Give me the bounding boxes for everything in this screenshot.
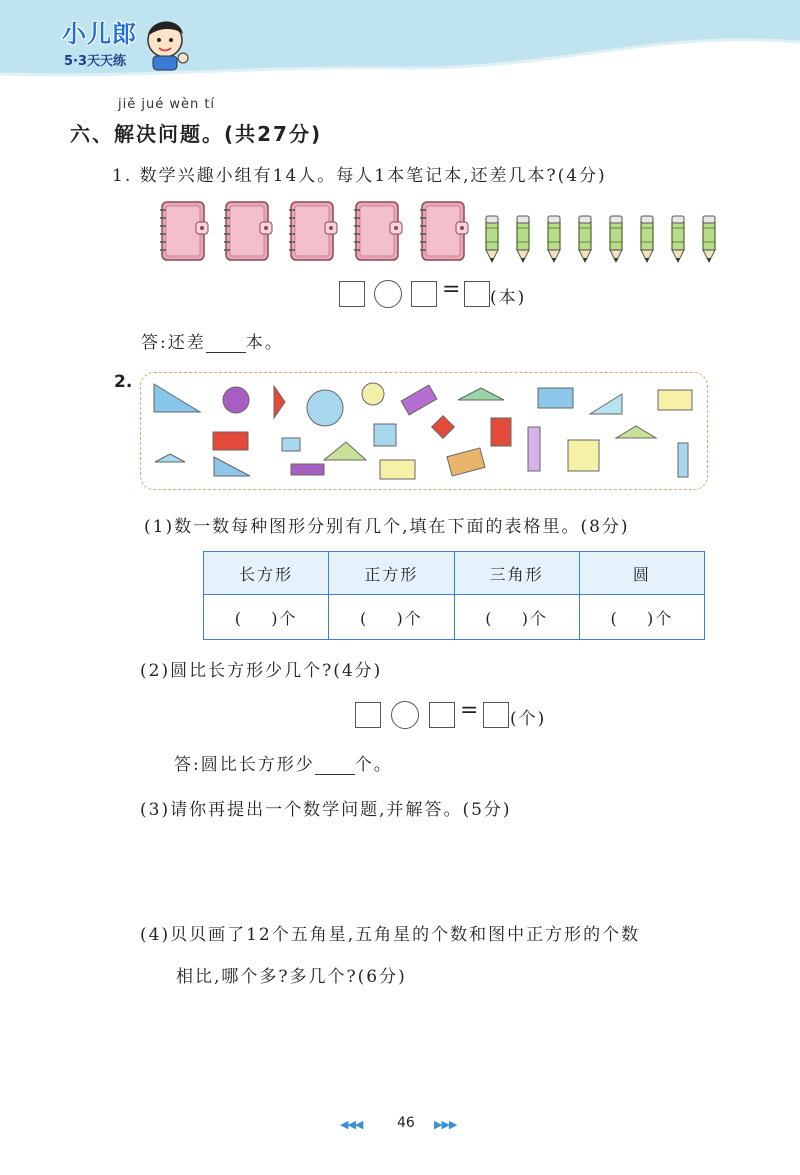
triangle-shape [155,454,185,462]
rectangle-shape [401,385,437,415]
pencil-icon [641,216,653,262]
section-pinyin: jiě jué wèn tí [118,97,216,112]
q1-equals: = [442,277,461,302]
pencil-icon [610,216,622,262]
table-cell-triangle-count[interactable]: ( )个 [454,595,579,640]
q2-answer-blank[interactable] [315,756,355,775]
table-header-circle: 圆 [579,552,704,595]
q2-unit: (个) [510,709,547,729]
page-number: 46 [397,1115,415,1131]
notebook-icon [224,202,272,260]
q1-answer-suffix: 本。 [245,333,284,353]
triangle-shape [154,384,200,412]
shape-count-table [203,551,705,640]
circle-shape [223,387,249,413]
q2-number: 2. [114,372,133,392]
q2-answer-box-2[interactable] [429,702,455,728]
pencil-icon [703,216,715,262]
table-cell-circle-count[interactable]: ( )个 [579,595,704,640]
notebook-icon [420,202,468,260]
triangle-shape [590,394,622,414]
q1-question: 数学兴趣小组有14人。每人1本笔记本,还差几本?(4分) [139,166,607,186]
section-title: 六、解决问题。(共27分) [70,122,323,146]
q2-answer-suffix: 个。 [354,755,393,775]
notebook-icon [354,202,402,260]
logo-title: 小儿郎 [62,20,137,48]
q1-answer-box-1[interactable] [339,281,365,307]
pencil-icon [579,216,591,262]
q2-p2-text: (2)圆比长方形少几个?(4分) [140,661,383,681]
next-page-arrows-icon[interactable]: ▶▶▶ [434,1118,457,1131]
table-header-triangle: 三角形 [454,552,579,595]
q2-equals: = [460,698,479,723]
q1-answer-blank[interactable] [206,334,246,353]
q2-answer-prefix: 答:圆比长方形少 [174,755,315,775]
pencil-icon [672,216,684,262]
q1-answer-line [141,328,284,353]
q2-p4-line1: (4)贝贝画了12个五角星,五角星的个数和图中正方形的个数 [140,925,641,945]
square-shape [432,416,455,439]
triangle-shape [324,442,366,460]
table-cell-rectangle-count[interactable]: ( )个 [204,595,329,640]
square-shape [282,438,300,451]
q2-p3-text: (3)请你再提出一个数学问题,并解答。(5分) [140,800,512,820]
q1-answer-prefix: 答:还差 [141,333,206,353]
pencil-icon [517,216,529,262]
notebook-icon [289,202,337,260]
triangle-shape [458,388,504,400]
rectangle-shape [658,390,692,410]
rectangle-shape [491,418,511,446]
rectangle-shape [213,432,248,450]
rectangle-shape [291,464,324,475]
pencil-icon [548,216,560,262]
q1-number: 1. [112,166,133,186]
notebook-icon [160,202,208,260]
q2-answer-box-3[interactable] [483,702,509,728]
q2-answer-box-1[interactable] [355,702,381,728]
circle-shape [307,390,343,426]
shapes-figure [140,372,708,490]
q1-answer-box-3[interactable] [464,281,490,307]
pencil-icon [486,216,498,262]
q2-answer-line [174,750,393,775]
rectangle-shape [528,427,540,471]
q1-unit: (本) [490,288,527,308]
table-row [204,595,705,640]
q1-text [112,161,607,186]
q2-operator-circle[interactable] [391,701,419,729]
square-shape [374,424,396,446]
logo-subtitle: 5·3天天练 [64,54,127,69]
q2-p1-text: (1)数一数每种图形分别有几个,填在下面的表格里。(8分) [144,517,630,537]
q1-answer-box-2[interactable] [411,281,437,307]
prev-page-arrows-icon[interactable]: ◀◀◀ [340,1118,363,1131]
table-header-row [204,552,705,595]
rectangle-shape [447,448,485,476]
rectangle-shape [678,443,688,477]
q1-operator-circle[interactable] [374,280,402,308]
q1-illustration [150,196,730,266]
q2-p4-line2: 相比,哪个多?多几个?(6分) [176,967,407,987]
triangle-shape [616,426,656,438]
table-cell-square-count[interactable]: ( )个 [329,595,454,640]
square-shape [568,440,599,471]
circle-shape [362,383,384,405]
triangle-shape [274,386,285,418]
table-header-square: 正方形 [329,552,454,595]
rectangle-shape [538,388,573,408]
triangle-shape [214,457,250,476]
table-header-rectangle: 长方形 [204,552,329,595]
rectangle-shape [380,460,415,479]
